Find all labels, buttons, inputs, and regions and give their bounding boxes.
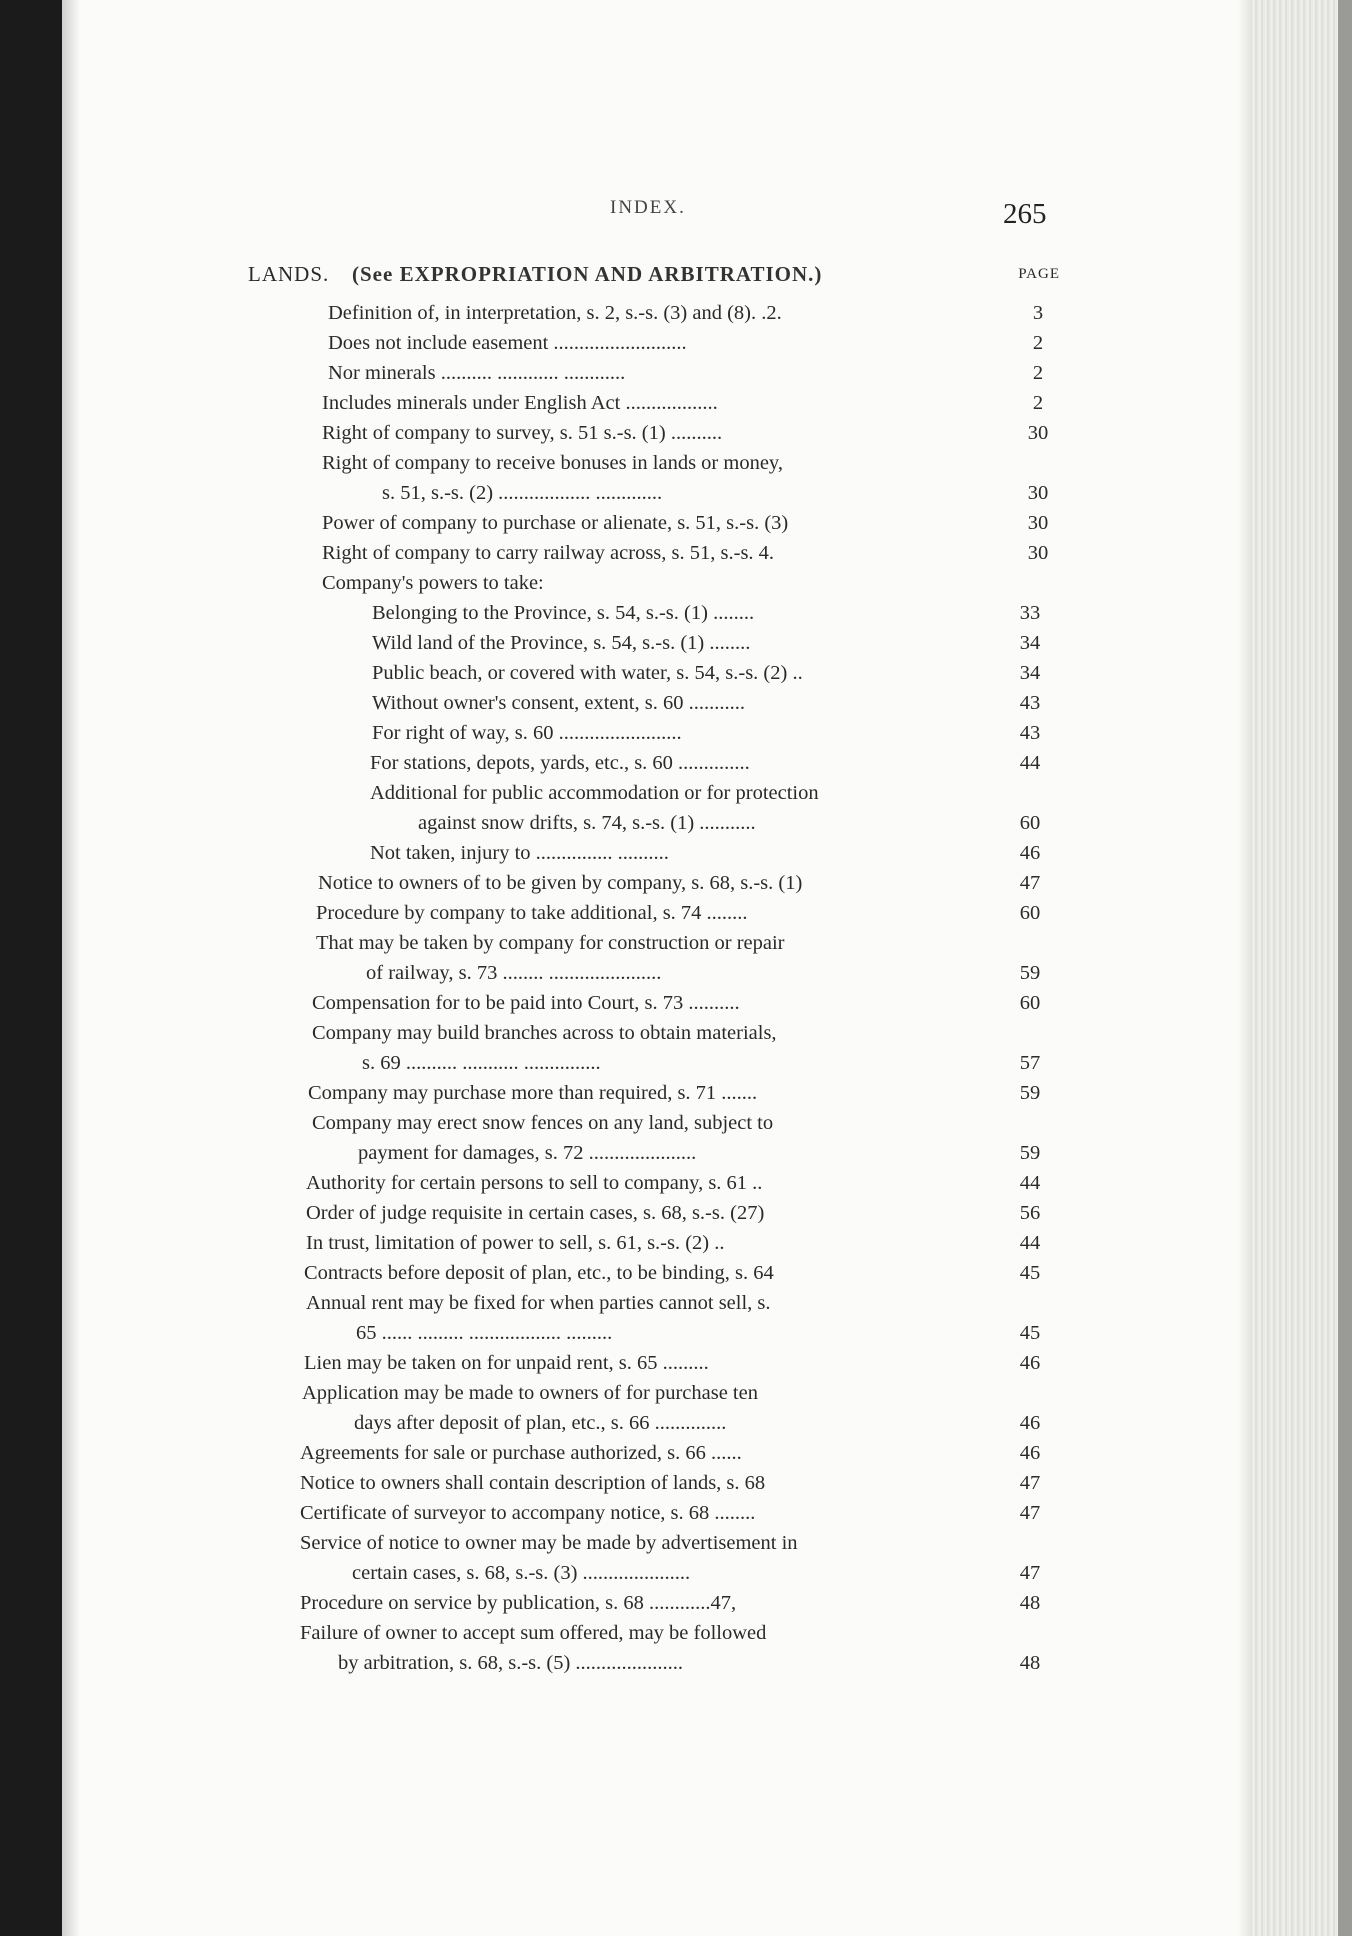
entry-text: against snow drifts, s. 74, s.-s. (1) ........... (418, 812, 756, 834)
index-entry (300, 1498, 1050, 1528)
entry-page-number: 30 (1027, 512, 1049, 534)
entry-text: Notice to owners shall contain description of lands, s. 68 (300, 1472, 766, 1494)
entry-page-number: 46 (1019, 1352, 1041, 1374)
entry-text: For stations, depots, yards, etc., s. 60 .............. (370, 752, 750, 774)
index-entry (304, 1258, 1050, 1288)
entry-page-number: 47 (1019, 1472, 1041, 1494)
entry-text: Right of company to receive bonuses in lands or money, (322, 452, 783, 474)
entry-text: Failure of owner to accept sum offered, may be followed (300, 1622, 767, 1644)
entry-page-number: 56 (1019, 1202, 1041, 1224)
entry-text: Company's powers to take: (322, 572, 544, 594)
index-entry (318, 868, 1050, 898)
index-entry (308, 1078, 1050, 1108)
entry-text: Company may purchase more than required, s. 71 ....... (308, 1082, 758, 1104)
entry-text: Service of notice to owner may be made by advertisement in (300, 1532, 798, 1554)
heading-term: LANDS. (248, 262, 330, 286)
entry-text: Power of company to purchase or alienate, s. 51, s.-s. (3) (322, 512, 789, 534)
index-entry (354, 1408, 1050, 1438)
entry-page-number: 57 (1019, 1052, 1041, 1074)
entry-text: Not taken, injury to ............... .......... (370, 842, 669, 864)
entry-page-number: 45 (1019, 1262, 1041, 1284)
index-entry (306, 1288, 1050, 1318)
entry-page-number: 43 (1019, 722, 1041, 744)
entry-text: Right of company to survey, s. 51 s.-s. (1) .......... (322, 422, 723, 444)
index-entry (358, 1138, 1050, 1168)
index-entry (322, 448, 1058, 478)
entry-text: s. 51, s.-s. (2) .................. ............. (382, 482, 663, 504)
index-entry (322, 508, 1058, 538)
entry-text: Authority for certain persons to sell to company, s. 61 .. (306, 1172, 763, 1194)
entry-page-number: 47 (1019, 1502, 1041, 1524)
index-entry (306, 1168, 1050, 1198)
entry-text: Application may be made to owners of for purchase ten (302, 1382, 758, 1404)
entry-text: by arbitration, s. 68, s.-s. (5) ..................... (338, 1652, 684, 1674)
page-number: 265 (1003, 198, 1047, 230)
index-entry (306, 1228, 1050, 1258)
index-entry (366, 958, 1050, 988)
entry-page-number: 2 (1032, 332, 1044, 354)
entry-text: of railway, s. 73 ........ ...................... (366, 962, 662, 984)
index-entry (382, 478, 1058, 508)
index-entry (322, 388, 1058, 418)
entry-page-number: 34 (1019, 662, 1041, 684)
entry-text: Contracts before deposit of plan, etc., to be binding, s. 64 (304, 1262, 774, 1284)
index-entry (300, 1438, 1050, 1468)
entry-text: Agreements for sale or purchase authorized, s. 66 ...... (300, 1442, 742, 1464)
entry-page-number: 44 (1019, 1172, 1041, 1194)
index-entry (372, 628, 1050, 658)
index-entry (372, 688, 1050, 718)
index-entry (322, 568, 1058, 598)
entry-text: Belonging to the Province, s. 54, s.-s. (1) ........ (372, 602, 755, 624)
heading-cross-reference: (See EXPROPRIATION AND ARBITRATION.) (352, 262, 823, 286)
entry-text: Annual rent may be fixed for when parties cannot sell, s. (306, 1292, 771, 1314)
entry-page-number: 60 (1019, 902, 1041, 924)
entry-text: Without owner's consent, extent, s. 60 ........... (372, 692, 745, 714)
entry-text: s. 69 .......... ........... ............... (362, 1052, 601, 1074)
entry-page-number: 60 (1019, 812, 1041, 834)
entry-text: Right of company to carry railway across, s. 51, s.-s. 4. (322, 542, 775, 564)
index-entry (370, 778, 1050, 808)
entry-page-number: 46 (1019, 1412, 1041, 1434)
entry-text: payment for damages, s. 72 ..................... (358, 1142, 697, 1164)
entry-text: Lien may be taken on for unpaid rent, s. 65 ......... (304, 1352, 709, 1374)
entry-text: Compensation for to be paid into Court, s. 73 .......... (312, 992, 740, 1014)
index-entry (316, 898, 1050, 928)
index-entry (322, 538, 1058, 568)
entry-page-number: 33 (1019, 602, 1041, 624)
entry-text: Certificate of surveyor to accompany notice, s. 68 ........ (300, 1502, 756, 1524)
index-entry (300, 1528, 1050, 1558)
entry-page-number: 44 (1019, 752, 1041, 774)
entry-text: Public beach, or covered with water, s. 54, s.-s. (2) .. (372, 662, 803, 684)
entry-page-number: 46 (1019, 1442, 1041, 1464)
index-entry (372, 658, 1050, 688)
entry-text: For right of way, s. 60 ........................ (372, 722, 682, 744)
page-column-label: PAGE (1018, 266, 1060, 282)
entry-page-number: 30 (1027, 482, 1049, 504)
entry-page-number: 2 (1032, 392, 1044, 414)
entry-text: certain cases, s. 68, s.-s. (3) ..................... (352, 1562, 691, 1584)
index-entry (370, 838, 1050, 868)
index-entry (338, 1648, 1050, 1678)
index-heading (248, 262, 1060, 292)
index-entry (372, 718, 1050, 748)
index-entry (370, 748, 1050, 778)
index-entry (304, 1348, 1050, 1378)
index-entry (312, 988, 1050, 1018)
entry-page-number: 59 (1019, 1082, 1041, 1104)
index-entry (312, 1018, 1050, 1048)
entry-page-number: 2 (1032, 362, 1044, 384)
entry-text: Definition of, in interpretation, s. 2, s.-s. (3) and (8). .2. (328, 302, 782, 324)
index-entry (328, 298, 1058, 328)
entry-page-number: 3 (1032, 302, 1044, 324)
entry-text: Procedure on service by publication, s. 68 ............47, (300, 1592, 737, 1614)
entry-page-number: 46 (1019, 842, 1041, 864)
entry-text: That may be taken by company for construction or repair (316, 932, 785, 954)
entry-text: Additional for public accommodation or for protection (370, 782, 819, 804)
index-entry (316, 928, 1050, 958)
entry-text: Wild land of the Province, s. 54, s.-s. (1) ........ (372, 632, 751, 654)
index-entry (312, 1108, 1050, 1138)
entry-page-number: 48 (1019, 1592, 1041, 1614)
entry-text: Procedure by company to take additional, s. 74 ........ (316, 902, 748, 924)
entry-page-number: 47 (1019, 1562, 1041, 1584)
index-entry (362, 1048, 1050, 1078)
entry-page-number: 60 (1019, 992, 1041, 1014)
entry-text: days after deposit of plan, etc., s. 66 .............. (354, 1412, 727, 1434)
index-entry (302, 1378, 1050, 1408)
entry-text: Does not include easement .......................... (328, 332, 687, 354)
entry-page-number: 47 (1019, 872, 1041, 894)
index-entry (328, 358, 1058, 388)
entry-text: Notice to owners of to be given by company, s. 68, s.-s. (1) (318, 872, 803, 894)
index-entry (300, 1468, 1050, 1498)
entry-page-number: 44 (1019, 1232, 1041, 1254)
entry-text: Company may build branches across to obtain materials, (312, 1022, 777, 1044)
entry-text: Includes minerals under English Act .................. (322, 392, 718, 414)
entry-text: Nor minerals .......... ............ ............ (328, 362, 626, 384)
index-entry (356, 1318, 1050, 1348)
index-entry (418, 808, 1050, 838)
entry-text: Company may erect snow fences on any land, subject to (312, 1112, 774, 1134)
entry-text: 65 ...... ......... .................. ......... (356, 1322, 613, 1344)
entry-page-number: 59 (1019, 962, 1041, 984)
entry-text: Order of judge requisite in certain cases, s. 68, s.-s. (27) (306, 1202, 765, 1224)
entry-page-number: 45 (1019, 1322, 1041, 1344)
index-entry (352, 1558, 1050, 1588)
entry-page-number: 48 (1019, 1652, 1041, 1674)
index-entry (306, 1198, 1050, 1228)
entry-text: In trust, limitation of power to sell, s. 61, s.-s. (2) .. (306, 1232, 725, 1254)
index-entry (300, 1618, 1050, 1648)
index-entry (322, 418, 1058, 448)
entry-page-number: 34 (1019, 632, 1041, 654)
running-head: INDEX. (610, 197, 686, 218)
index-entry (372, 598, 1050, 628)
entry-page-number: 43 (1019, 692, 1041, 714)
entry-page-number: 59 (1019, 1142, 1041, 1164)
index-entry (328, 328, 1058, 358)
entry-page-number: 30 (1027, 422, 1049, 444)
entry-page-number: 30 (1027, 542, 1049, 564)
index-entry (300, 1588, 1050, 1618)
